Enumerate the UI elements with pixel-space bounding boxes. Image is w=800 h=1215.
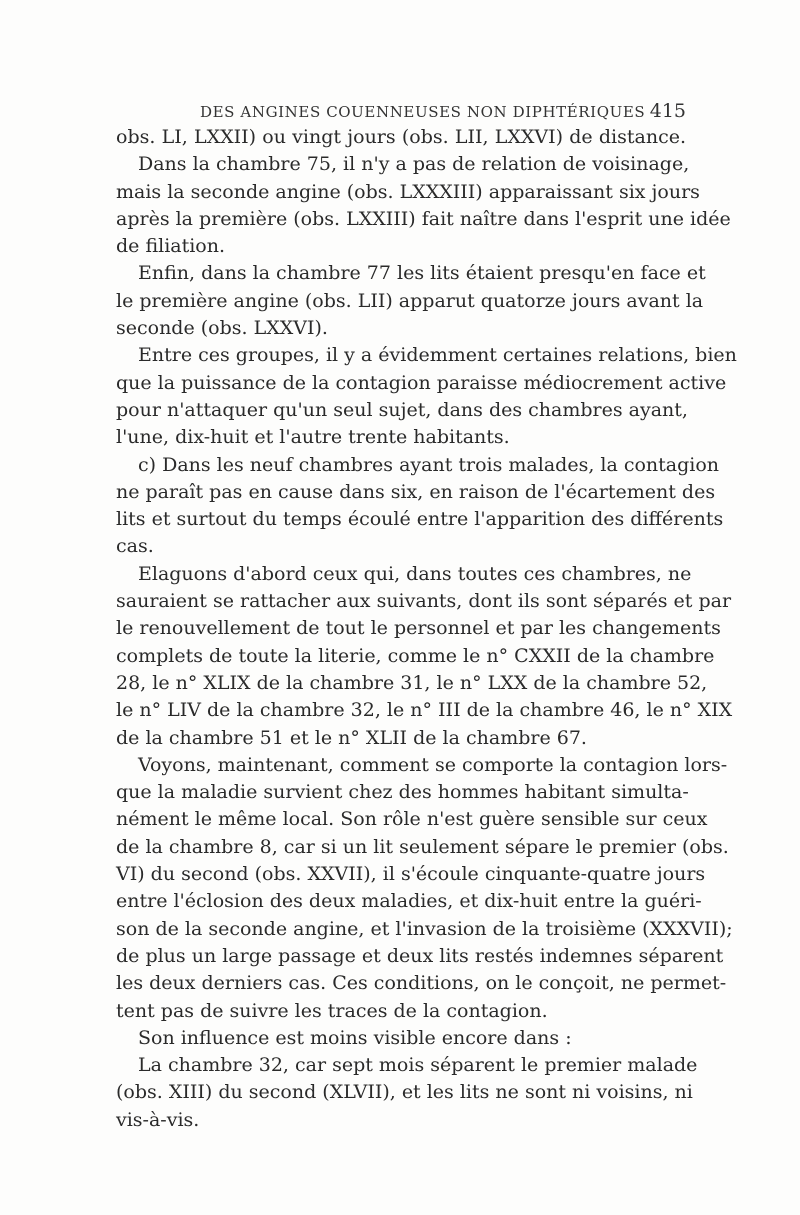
text-line: nément le même local. Son rôle n'est guère sensible sur ceux xyxy=(116,808,708,831)
text-line: le renouvellement de tout le personnel et par les changements xyxy=(116,617,721,640)
text-line: de filiation. xyxy=(116,235,226,258)
text-line: lits et surtout du temps écoulé entre l'apparition des différents xyxy=(116,508,724,531)
text-line: le n° LIV de la chambre 32, le n° III de la chambre 46, le n° XIX xyxy=(116,699,733,722)
text-line: Enfin, dans la chambre 77 les lits étaient presqu'en face et xyxy=(138,262,706,285)
text-line: Elaguons d'abord ceux qui, dans toutes ces chambres, ne xyxy=(138,562,692,585)
text-line: de plus un large passage et deux lits restés indemnes séparent xyxy=(116,944,724,967)
text-line: c) Dans les neuf chambres ayant trois malades, la contagion xyxy=(138,453,720,476)
text-line: seconde (obs. LXXVI). xyxy=(116,317,328,340)
text-line: pour n'attaquer qu'un seul sujet, dans des chambres ayant, xyxy=(116,398,688,421)
text-line: tent pas de suivre les traces de la contagion. xyxy=(116,999,548,1022)
text-line: que la maladie survient chez des hommes habitant simulta- xyxy=(116,781,689,804)
text-line: sauraient se rattacher aux suivants, dont ils sont séparés et par xyxy=(116,590,732,613)
text-line: les deux derniers cas. Ces conditions, on le conçoit, ne permet- xyxy=(116,972,727,995)
text-line: Dans la chambre 75, il n'y a pas de relation de voisinage, xyxy=(138,153,690,176)
text-line: ne paraît pas en cause dans six, en raison de l'écartement des xyxy=(116,480,716,503)
text-line: que la puissance de la contagion paraisse médiocrement active xyxy=(116,371,727,394)
text-line: entre l'éclosion des deux maladies, et dix-huit entre la guéri- xyxy=(116,890,702,913)
text-line: complets de toute la literie, comme le n° CXXII de la chambre xyxy=(116,644,715,667)
text-line: de la chambre 51 et le n° XLII de la chambre 67. xyxy=(116,726,587,749)
text-line: l'une, dix-huit et l'autre trente habitants. xyxy=(116,426,510,449)
text-line: cas. xyxy=(116,535,154,558)
text-line: Son influence est moins visible encore dans : xyxy=(138,1026,572,1049)
body-text xyxy=(116,124,737,1134)
text-line: son de la seconde angine, et l'invasion de la troisième (XXXVII); xyxy=(116,917,733,940)
text-line: après la première (obs. LXXIII) fait naître dans l'esprit une idée xyxy=(116,207,731,230)
text-line: vis-à-vis. xyxy=(116,1108,200,1131)
text-line: (obs. XIII) du second (XLVII), et les lits ne sont ni voisins, ni xyxy=(116,1081,693,1104)
text-line: Voyons, maintenant, comment se comporte la contagion lors- xyxy=(138,753,728,776)
text-line: le première angine (obs. LII) apparut quatorze jours avant la xyxy=(116,289,704,312)
page-number: 415 xyxy=(649,100,686,122)
text-line: 28, le n° XLIX de la chambre 31, le n° LXX de la chambre 52, xyxy=(116,671,708,694)
text-line: de la chambre 8, car si un lit seulement sépare le premier (obs. xyxy=(116,835,729,858)
text-line: La chambre 32, car sept mois séparent le premier malade xyxy=(138,1054,698,1077)
running-title: DES ANGINES COUENNEUSES NON DIPHTÉRIQUES xyxy=(200,103,646,121)
text-line: VI) du second (obs. XXVII), il s'écoule cinquante-quatre jours xyxy=(116,863,706,886)
running-head xyxy=(108,100,686,126)
text-line: mais la seconde angine (obs. LXXXIII) apparaissant six jours xyxy=(116,180,700,203)
text-line: Entre ces groupes, il y a évidemment certaines relations, bien xyxy=(138,344,737,367)
text-line: obs. LI, LXXII) ou vingt jours (obs. LII, LXXVI) de distance. xyxy=(116,126,686,148)
